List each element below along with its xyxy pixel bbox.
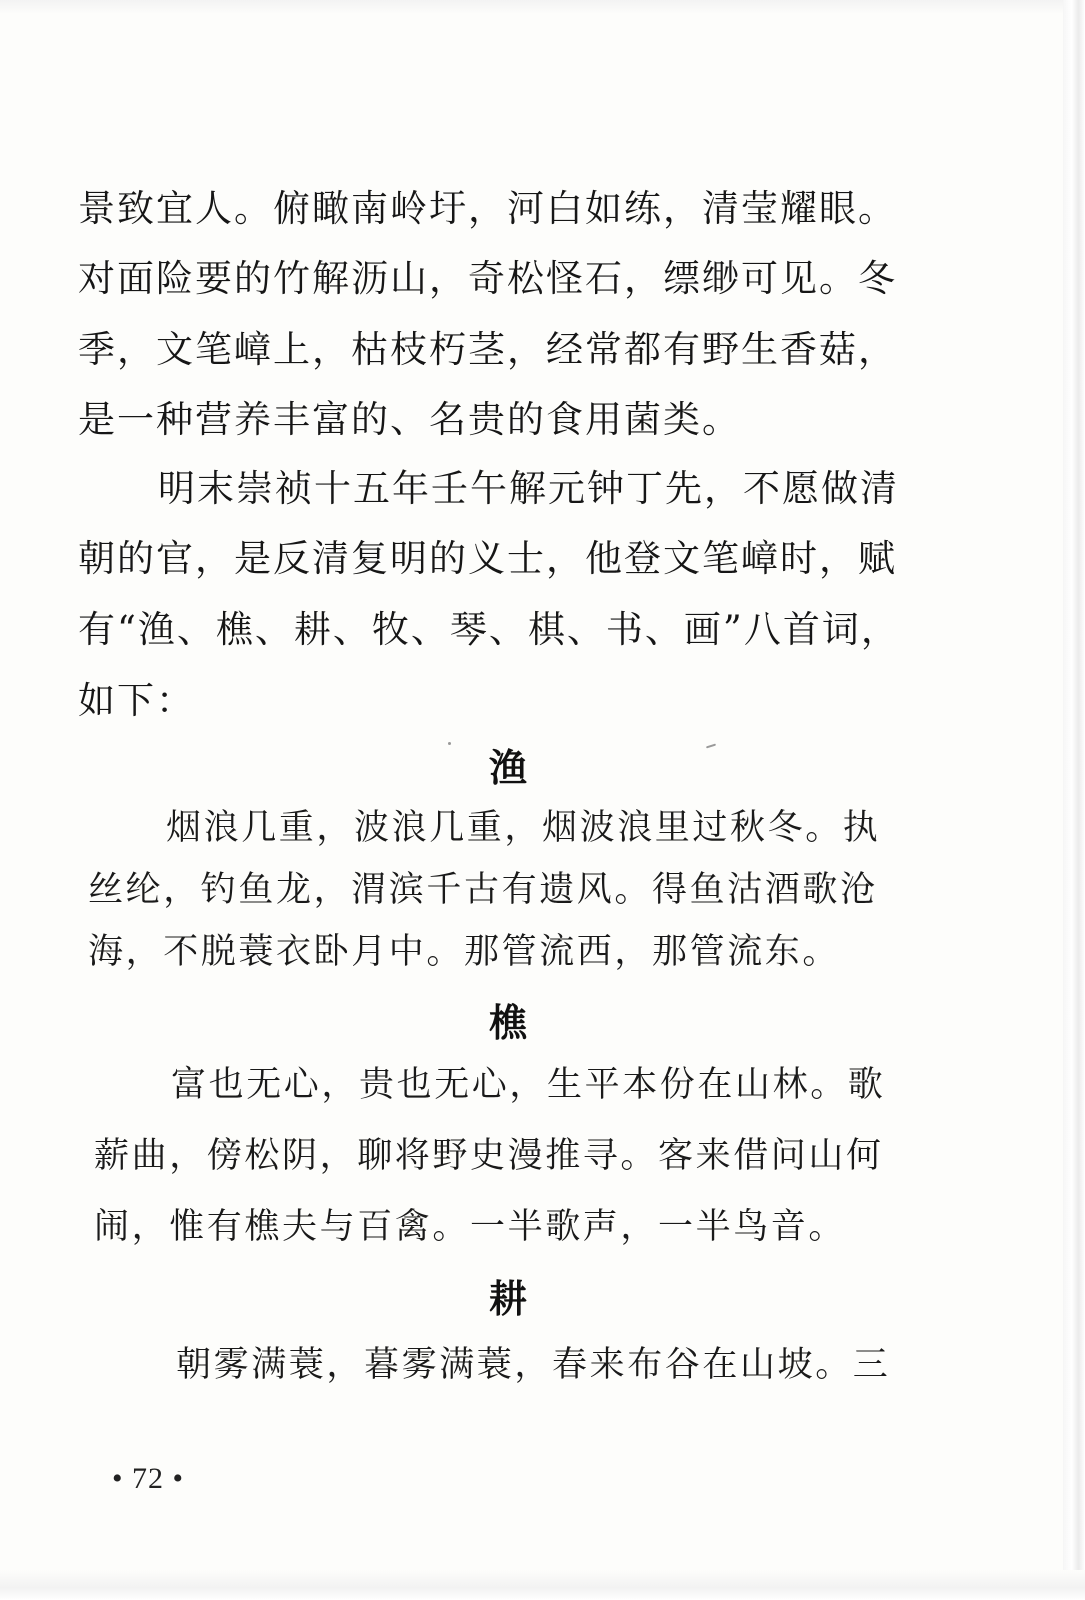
text-line: 朝的官，是反清复明的义士，他登文笔嶂时，赋	[78, 537, 897, 580]
text-line: 有“渔、樵、耕、牧、琴、棋、书、画”八首词，	[78, 608, 900, 651]
poem-line: 薪曲，傍松阴，聊将野史漫推寻。客来借问山何	[94, 1136, 884, 1176]
text-line: 季，文笔嶂上，枯枝朽茎，经常都有野生香菇，	[78, 328, 897, 371]
poem-line: 富也无心，贵也无心，生平本份在山林。歌	[171, 1065, 886, 1105]
page-bottom-edge	[0, 1570, 1085, 1600]
page-number: • 72 •	[112, 1462, 185, 1495]
text-line: 是一种营养丰富的、名贵的食用菌类。	[78, 398, 741, 441]
poem-line: 丝纶，钓鱼龙，渭滨千古有遗风。得鱼沽酒歌沧	[88, 870, 878, 910]
poem-title: 樵	[488, 1001, 527, 1045]
poem-line: 海，不脱蓑衣卧月中。那管流西，那管流东。	[88, 932, 841, 972]
poem-line: 烟浪几重，波浪几重，烟波浪里过秋冬。执	[166, 808, 881, 848]
text-line: 对面险要的竹解沥山，奇松怪石，缥缈可见。冬	[78, 257, 897, 300]
poem-line: 闹，惟有樵夫与百禽。一半歌声，一半鸟音。	[94, 1207, 847, 1247]
poem-line: 朝雾满蓑，暮雾满蓑，春来布谷在山坡。三	[176, 1345, 891, 1385]
poem-title: 耕	[488, 1277, 527, 1321]
text-line: 明末崇祯十五年壬午解元钟丁先，不愿做清	[158, 467, 899, 510]
page-right-edge	[1063, 0, 1085, 1600]
poem-title: 渔	[488, 746, 527, 790]
page-top-shadow	[0, 0, 1085, 14]
text-line: 如下：	[78, 679, 195, 722]
scan-speck	[448, 742, 451, 745]
text-line: 景致宜人。俯瞰南岭圩，河白如练，清莹耀眼。	[78, 187, 897, 230]
